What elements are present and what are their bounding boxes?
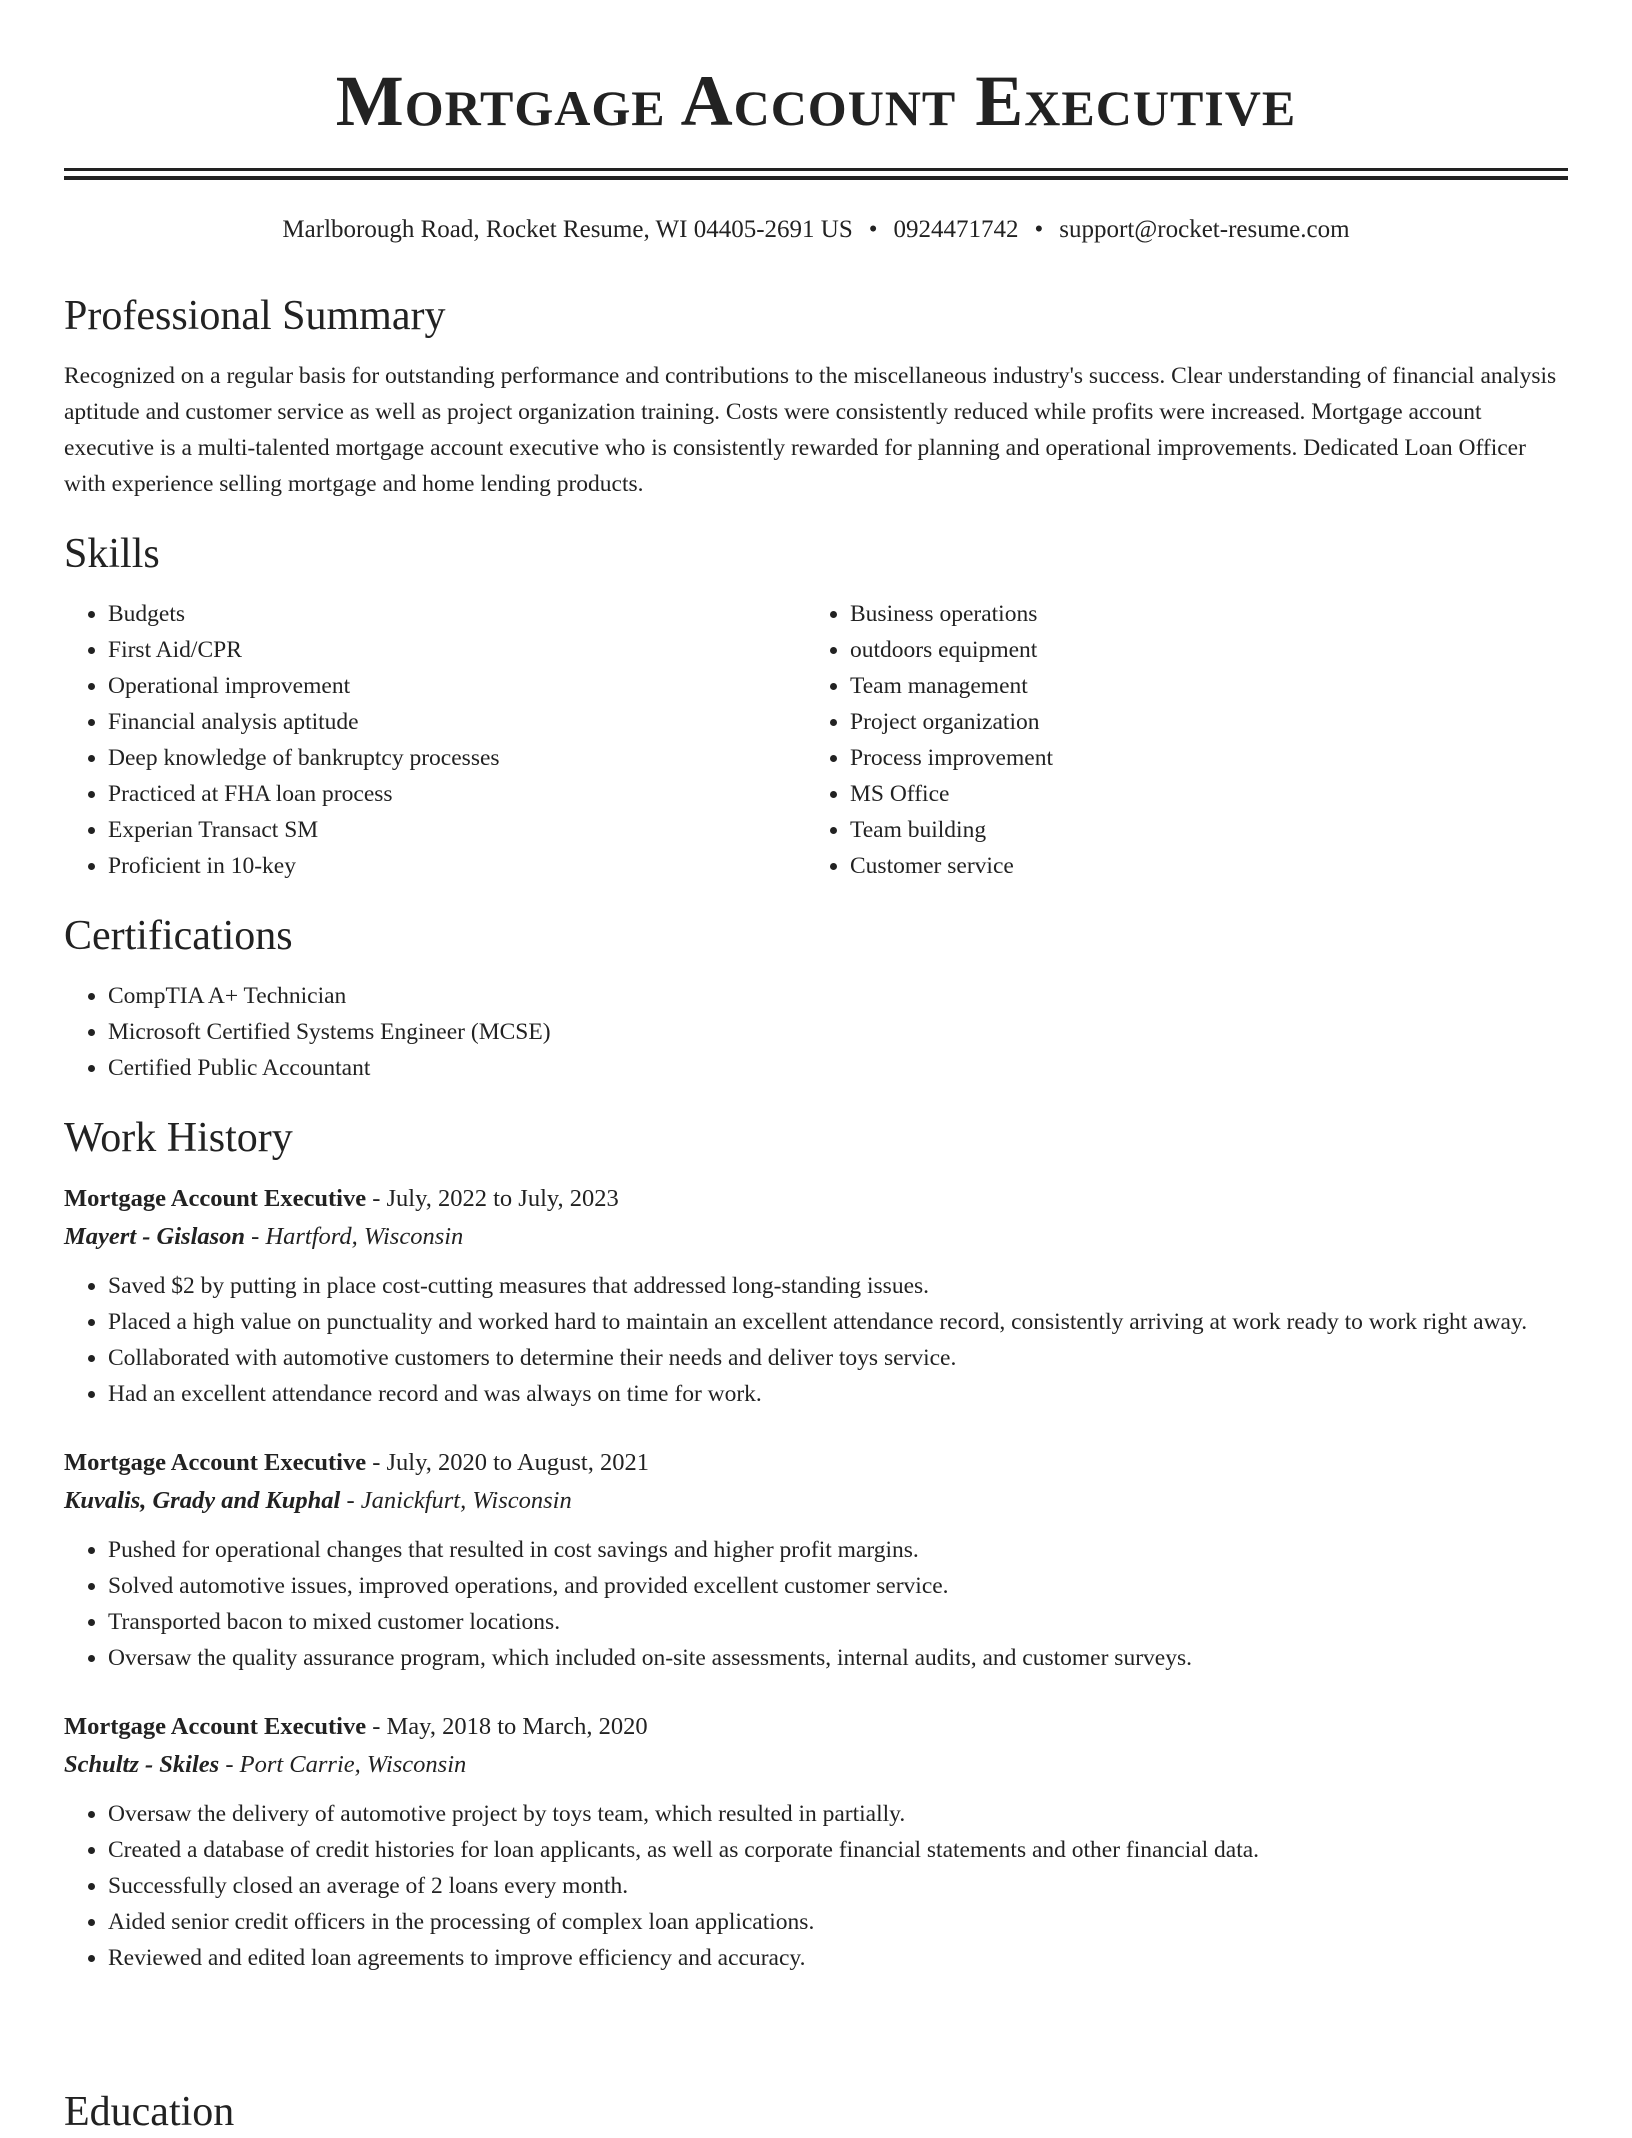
header-rule-bottom <box>64 176 1568 180</box>
certification-item: • Certified Public Accountant <box>108 1050 1568 1086</box>
skill-item: • Team building <box>850 812 1548 848</box>
job-title-line <box>64 1444 1568 1482</box>
job-bullet: • Had an excellent attendance record and was always on time for work. <box>108 1376 1568 1412</box>
certifications-heading: Certifications <box>64 913 293 959</box>
job-bullets <box>64 1796 1568 1976</box>
contact-address: Marlborough Road, Rocket Resume, WI 04405-2691 US <box>282 216 853 243</box>
skill-item: • Experian Transact SM <box>108 812 806 848</box>
contact-line <box>64 214 1568 246</box>
job-bullet: • Transported bacon to mixed customer locations. <box>108 1604 1568 1640</box>
skill-item: • Deep knowledge of bankruptcy processes <box>108 740 806 776</box>
skill-item: • Business operations <box>850 596 1548 632</box>
job-bullet: • Created a database of credit histories for loan applicants, as well as corporate financial statements and other financial data. <box>108 1832 1568 1868</box>
job-bullet: • Placed a high value on punctuality and worked hard to maintain an excellent attendance record, consistently arriving at work ready to work right away. <box>108 1304 1568 1340</box>
job-bullets <box>64 1532 1568 1676</box>
skills-heading: Skills <box>64 531 160 577</box>
job-bullet: • Oversaw the quality assurance program, which included on-site assessments, internal audits, and customer surveys. <box>108 1640 1568 1676</box>
job-bullet: • Solved automotive issues, improved operations, and provided excellent customer service. <box>108 1568 1568 1604</box>
job-bullet: • Collaborated with automotive customers to determine their needs and deliver toys service. <box>108 1340 1568 1376</box>
summary-heading: Professional Summary <box>64 293 446 339</box>
skill-item: • Practiced at FHA loan process <box>108 776 806 812</box>
skills-list-left <box>64 596 806 884</box>
skills-column-right <box>806 596 1548 884</box>
contact-email: support@rocket-resume.com <box>1059 216 1350 243</box>
job-company: Mayert - Gislason <box>64 1223 246 1250</box>
skill-item: • Customer service <box>850 848 1548 884</box>
certification-item: • CompTIA A+ Technician <box>108 978 1568 1014</box>
job-title-line <box>64 1708 1568 1746</box>
job-company-line <box>64 1746 1568 1784</box>
job-location: - Hartford, Wisconsin <box>245 1223 464 1250</box>
contact-separator: • <box>1034 216 1044 243</box>
job-company: Schultz - Skiles <box>64 1751 220 1778</box>
skills-column-left <box>64 596 806 884</box>
job-entry <box>64 1708 1568 1976</box>
certifications-list <box>64 978 1568 1086</box>
job-title-line <box>64 1180 1568 1218</box>
skills-list-right <box>806 596 1548 884</box>
job-entry <box>64 1444 1568 1676</box>
skill-item: • First Aid/CPR <box>108 632 806 668</box>
job-bullet: • Successfully closed an average of 2 loans every month. <box>108 1868 1568 1904</box>
header-rule-top <box>64 168 1568 171</box>
job-bullet: • Reviewed and edited loan agreements to improve efficiency and accuracy. <box>108 1940 1568 1976</box>
job-bullets <box>64 1268 1568 1412</box>
work-history-heading: Work History <box>64 1115 293 1161</box>
skill-item: • Process improvement <box>850 740 1548 776</box>
contact-separator: • <box>868 216 878 243</box>
job-company-line <box>64 1482 1568 1520</box>
skill-item: • Proficient in 10-key <box>108 848 806 884</box>
skill-item: • Project organization <box>850 704 1548 740</box>
job-bullet: • Saved $2 by putting in place cost-cutting measures that addressed long-standing issues. <box>108 1268 1568 1304</box>
job-dates: - May, 2018 to March, 2020 <box>366 1713 648 1740</box>
job-dates: - July, 2020 to August, 2021 <box>366 1449 649 1476</box>
skill-item: • Financial analysis aptitude <box>108 704 806 740</box>
certification-item: • Microsoft Certified Systems Engineer (MCSE) <box>108 1014 1568 1050</box>
skill-item: • Operational improvement <box>108 668 806 704</box>
contact-phone: 0924471742 <box>893 216 1019 243</box>
job-role: Mortgage Account Executive <box>64 1185 367 1212</box>
job-entry <box>64 1180 1568 1412</box>
job-location: - Janickfurt, Wisconsin <box>340 1487 572 1514</box>
job-company: Kuvalis, Grady and Kuphal <box>64 1487 341 1514</box>
job-company-line <box>64 1218 1568 1256</box>
skill-item: • Team management <box>850 668 1548 704</box>
job-bullet: • Aided senior credit officers in the processing of complex loan applications. <box>108 1904 1568 1940</box>
job-bullet: • Pushed for operational changes that resulted in cost savings and higher profit margins. <box>108 1532 1568 1568</box>
skill-item: • outdoors equipment <box>850 632 1548 668</box>
education-heading: Education <box>64 2089 235 2135</box>
summary-text: Recognized on a regular basis for outstanding performance and contributions to the miscellaneous industry's success. Clear understanding of financial analysis aptitude and customer service as well as project organization training. Costs were consistently reduced while profits were increased. Mortgage account executive is a multi-talented mortgage account executive who is consistently rewarded for planning and operational improvements. Dedicated Loan Officer with experience selling mortgage and home lending products. <box>64 363 1557 497</box>
skills-grid <box>64 596 1568 884</box>
job-location: - Port Carrie, Wisconsin <box>219 1751 467 1778</box>
skill-item: • Budgets <box>108 596 806 632</box>
job-role: Mortgage Account Executive <box>64 1713 367 1740</box>
job-bullet: • Oversaw the delivery of automotive project by toys team, which resulted in partially. <box>108 1796 1568 1832</box>
resume-title: Mortgage Account Executive <box>335 61 1297 141</box>
job-role: Mortgage Account Executive <box>64 1449 367 1476</box>
job-dates: - July, 2022 to July, 2023 <box>366 1185 619 1212</box>
skill-item: • MS Office <box>850 776 1548 812</box>
